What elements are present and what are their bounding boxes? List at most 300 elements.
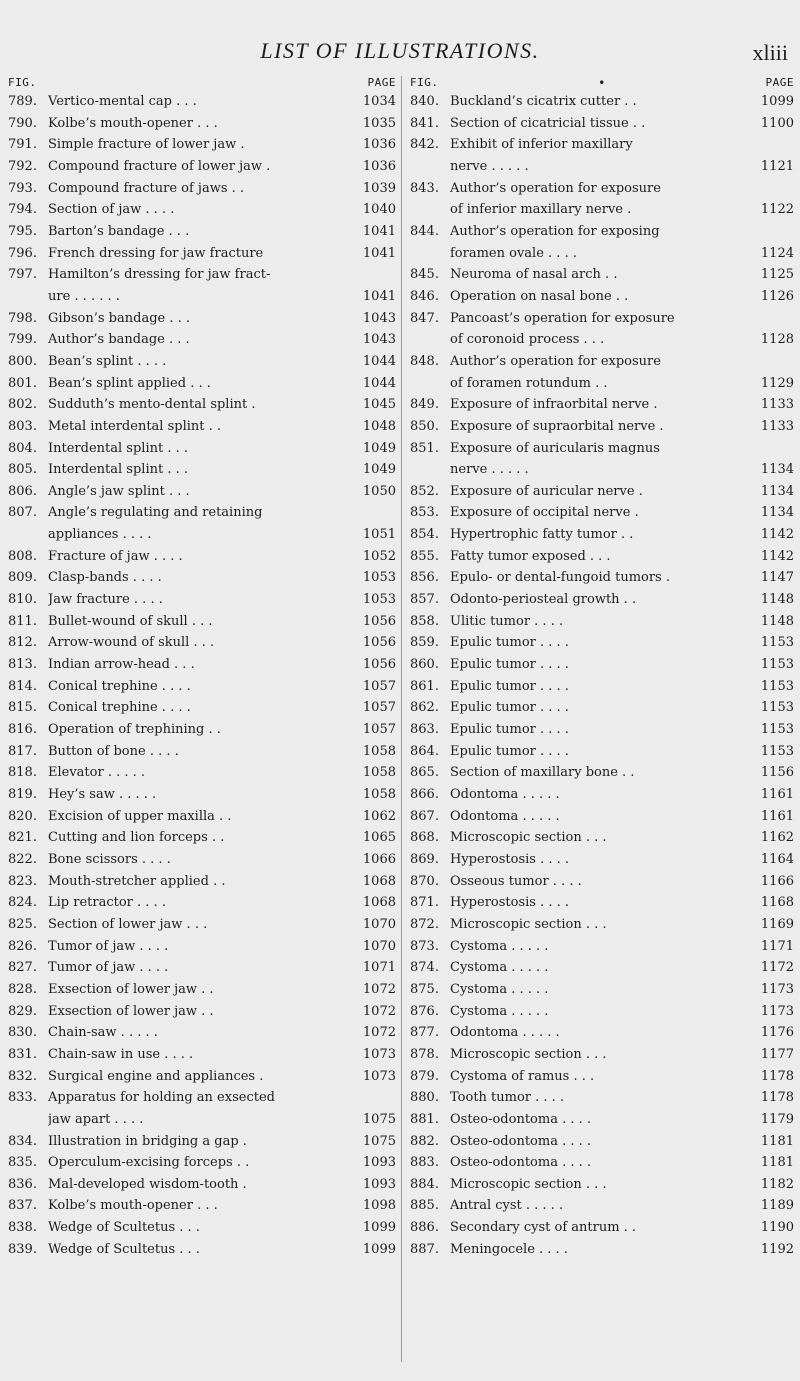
figure-number: 838. <box>8 1220 37 1236</box>
page-reference: 1189 <box>760 1198 794 1214</box>
list-item <box>410 1109 794 1131</box>
figure-title: Exsection of lower jaw . . <box>48 981 214 997</box>
figure-number: 837. <box>8 1198 37 1214</box>
figure-title: Author’s bandage . . . <box>48 332 190 348</box>
page-reference: 1048 <box>362 418 396 434</box>
figure-title: Metal interdental splint . . <box>48 418 222 434</box>
figure-title: Antral cyst . . . . . <box>450 1198 564 1214</box>
list-item <box>8 979 396 1001</box>
list-item <box>8 459 396 481</box>
figure-number: 821. <box>8 830 37 846</box>
figure-number: 859. <box>410 635 439 651</box>
page-reference: 1093 <box>362 1176 396 1192</box>
page-reference: 1044 <box>362 375 396 391</box>
figure-title: Exposure of occipital nerve . <box>450 505 639 521</box>
list-item <box>410 1217 794 1239</box>
figure-number: 866. <box>410 787 439 802</box>
list-item <box>410 806 794 828</box>
figure-number: 820. <box>8 808 37 824</box>
figure-title: Hey’s saw . . . . . <box>48 787 157 802</box>
figure-title: Wedge of Scultetus . . . <box>48 1241 200 1257</box>
figure-title: Sudduth’s mento-dental splint . <box>48 397 256 413</box>
page-reference: 1133 <box>760 397 794 413</box>
page-reference: 1072 <box>362 981 396 997</box>
figure-number: 880. <box>410 1090 439 1106</box>
page-reference: 1051 <box>362 527 396 543</box>
page-reference: 1072 <box>362 1003 396 1019</box>
figure-title: Chain-saw . . . . . <box>48 1025 158 1041</box>
figure-title: Author’s operation for exposing <box>450 223 660 239</box>
figure-number: 863. <box>410 722 439 738</box>
figure-number: 856. <box>410 570 439 586</box>
figure-number: 833. <box>8 1090 37 1106</box>
list-item <box>410 849 794 871</box>
page-reference: 1052 <box>362 548 396 564</box>
figure-title: Exposure of auricular nerve . <box>450 483 643 499</box>
page-reference: 1065 <box>362 830 396 846</box>
figure-title: Hyperostosis . . . . <box>450 895 570 911</box>
left-column <box>8 75 396 1260</box>
page-reference: 1053 <box>362 570 396 586</box>
list-item <box>8 589 396 611</box>
figure-number: 885. <box>410 1198 439 1214</box>
figure-title: Operation on nasal bone . . <box>450 288 629 304</box>
page-reference: 1161 <box>760 808 794 824</box>
page-reference: 1124 <box>760 245 794 261</box>
figure-title: Angle’s regulating and retaining <box>48 505 263 521</box>
page-reference: 1056 <box>362 635 396 651</box>
list-item <box>8 156 396 178</box>
figure-title: Compound fracture of jaws . . <box>48 180 245 196</box>
figure-title: Section of jaw . . . . <box>48 202 175 218</box>
page-reference: 1134 <box>760 483 794 499</box>
page-reference: 1142 <box>760 548 794 564</box>
page-reference: 1168 <box>760 895 794 911</box>
figure-title: French dressing for jaw fracture <box>48 245 264 261</box>
page-reference: 1129 <box>760 375 794 391</box>
figure-title: Chain-saw in use . . . . <box>48 1046 194 1062</box>
list-item <box>410 1239 794 1261</box>
page-reference: 1177 <box>760 1046 794 1062</box>
figure-title: Tumor of jaw . . . . <box>48 960 169 976</box>
page-reference: 1142 <box>760 527 794 543</box>
figure-number: 818. <box>8 765 37 781</box>
figure-title: jaw apart . . . . <box>48 1111 144 1127</box>
figure-title: Cystoma . . . . . <box>450 981 549 997</box>
figure-title: Bullet-wound of skull . . . <box>48 613 213 629</box>
page-reference: 1058 <box>362 787 396 802</box>
figure-title: Section of cicatricial tissue . . <box>450 115 646 131</box>
page-reference: 1182 <box>760 1176 794 1192</box>
list-item <box>8 697 396 719</box>
figure-title: Conical trephine . . . . <box>48 700 191 716</box>
figure-title: Compound fracture of lower jaw . <box>48 158 271 174</box>
page-reference: 1034 <box>362 94 396 109</box>
list-item <box>8 1044 396 1066</box>
figure-number: 876. <box>410 1003 439 1019</box>
list-item <box>410 784 794 806</box>
page-reference: 1072 <box>362 1025 396 1041</box>
figure-title: Microscopic section . . . <box>450 830 607 846</box>
page-reference: 1057 <box>362 700 396 716</box>
bullet-mark: • <box>598 76 606 90</box>
list-item <box>410 1152 794 1174</box>
list-item <box>410 892 794 914</box>
figure-number: 811. <box>8 613 37 629</box>
figure-title: Exposure of infraorbital nerve . <box>450 397 658 413</box>
figure-title: Barton’s bandage . . . <box>48 223 190 239</box>
figure-title: Epulic tumor . . . . <box>450 635 569 651</box>
figure-title: Elevator . . . . . <box>48 765 146 781</box>
figure-number: 882. <box>410 1133 439 1149</box>
list-item <box>410 199 794 221</box>
page-reference: 1058 <box>362 743 396 759</box>
list-item <box>410 416 794 438</box>
figure-number: 868. <box>410 830 439 846</box>
list-item <box>410 113 794 135</box>
page-reference: 1099 <box>760 94 794 109</box>
figure-title: Cystoma . . . . . <box>450 960 549 976</box>
list-item <box>8 762 396 784</box>
page-reference: 1036 <box>362 137 396 153</box>
figure-number: 790. <box>8 115 37 131</box>
page-reference: 1181 <box>760 1133 794 1149</box>
page-reference: 1053 <box>362 592 396 608</box>
list-item <box>8 264 396 286</box>
figure-title: Cystoma . . . . . <box>450 1003 549 1019</box>
list-item <box>8 892 396 914</box>
figure-number: 801. <box>8 375 37 391</box>
page-reference: 1153 <box>760 657 794 673</box>
list-item <box>8 936 396 958</box>
list-item <box>410 676 794 698</box>
figure-title: nerve . . . . . <box>450 462 529 478</box>
figure-number: 857. <box>410 592 439 608</box>
page-reference: 1172 <box>760 960 794 976</box>
figure-title: Epulic tumor . . . . <box>450 678 569 694</box>
page-reference: 1098 <box>362 1198 396 1214</box>
figure-number: 815. <box>8 700 37 716</box>
page-reference: 1041 <box>362 245 396 261</box>
figure-number: 840. <box>410 94 439 109</box>
figure-title: Cystoma . . . . . <box>450 938 549 954</box>
list-item <box>410 589 794 611</box>
page-reference: 1148 <box>760 592 794 608</box>
figure-number: 881. <box>410 1111 439 1127</box>
figure-title: Simple fracture of lower jaw . <box>48 137 245 153</box>
list-item <box>410 351 794 373</box>
figure-title: Osteo-odontoma . . . . <box>450 1155 592 1171</box>
figure-title: Neuroma of nasal arch . . <box>450 267 618 283</box>
page-reference: 1156 <box>760 765 794 781</box>
figure-number: 803. <box>8 418 37 434</box>
figure-number: 824. <box>8 895 37 911</box>
page-reference: 1134 <box>760 462 794 478</box>
figure-title: of coronoid process . . . <box>450 332 605 348</box>
figure-number: 886. <box>410 1220 439 1236</box>
figure-number: 878. <box>410 1046 439 1062</box>
list-item <box>8 394 396 416</box>
figure-title: Fatty tumor exposed . . . <box>450 548 611 564</box>
list-item <box>410 264 794 286</box>
list-item <box>8 957 396 979</box>
figure-number: 804. <box>8 440 37 456</box>
figure-title: Epulic tumor . . . . <box>450 743 569 759</box>
page-reference: 1057 <box>362 722 396 738</box>
figure-number: 796. <box>8 245 37 261</box>
figure-title: Exhibit of inferior maxillary <box>450 137 633 153</box>
list-item <box>410 221 794 243</box>
figure-title: Vertico-mental cap . . . <box>48 94 197 109</box>
list-item <box>410 1022 794 1044</box>
figure-title: Operculum-excising forceps . . <box>48 1155 250 1171</box>
page-reference: 1041 <box>362 288 396 304</box>
figure-number: 867. <box>410 808 439 824</box>
list-item <box>8 914 396 936</box>
list-item <box>410 308 794 330</box>
figure-number: 844. <box>410 223 439 239</box>
list-item <box>8 524 396 546</box>
figure-title: Interdental splint . . . <box>48 440 188 456</box>
right-entry-list <box>410 91 794 1260</box>
figure-title: Excision of upper maxilla . . <box>48 808 232 824</box>
page-reference: 1036 <box>362 158 396 174</box>
figure-title: Exposure of auricularis magnus <box>450 440 660 456</box>
page-reference: 1190 <box>760 1220 794 1236</box>
figure-title: Jaw fracture . . . . <box>48 592 163 608</box>
figure-title: Interdental splint . . . <box>48 462 188 478</box>
figure-title: Meningocele . . . . <box>450 1241 568 1257</box>
figure-title: Author’s operation for exposure <box>450 180 661 196</box>
list-item <box>8 632 396 654</box>
page-reference: 1093 <box>362 1155 396 1171</box>
page-reference: 1039 <box>362 180 396 196</box>
figure-title: appliances . . . . <box>48 527 152 543</box>
page-reference: 1169 <box>760 916 794 932</box>
figure-number: 842. <box>410 137 439 153</box>
list-item <box>8 286 396 308</box>
figure-title: Surgical engine and appliances . <box>48 1068 264 1084</box>
list-item <box>8 611 396 633</box>
list-item <box>410 871 794 893</box>
page-reference: 1192 <box>760 1241 794 1257</box>
list-item <box>410 611 794 633</box>
list-item <box>410 502 794 524</box>
list-item <box>410 1066 794 1088</box>
list-item <box>8 502 396 524</box>
figure-number: 872. <box>410 916 439 932</box>
list-item <box>8 1217 396 1239</box>
page-reference: 1066 <box>362 851 396 867</box>
list-item <box>8 784 396 806</box>
page-reference: 1050 <box>362 483 396 499</box>
figure-title: Mouth-stretcher applied . . <box>48 873 226 889</box>
figure-title: Epulic tumor . . . . <box>450 722 569 738</box>
figure-number: 810. <box>8 592 37 608</box>
list-item <box>8 1022 396 1044</box>
figure-title: Fracture of jaw . . . . <box>48 548 183 564</box>
list-item <box>8 243 396 265</box>
page-reference: 1126 <box>760 288 794 304</box>
left-column-header <box>8 75 396 91</box>
figure-number: 862. <box>410 700 439 716</box>
list-item <box>410 741 794 763</box>
figure-number: 819. <box>8 787 37 802</box>
figure-number: 875. <box>410 981 439 997</box>
figure-number: 793. <box>8 180 37 196</box>
list-item <box>8 134 396 156</box>
list-item <box>8 741 396 763</box>
figure-number: 858. <box>410 613 439 629</box>
list-item <box>410 697 794 719</box>
figure-number: 822. <box>8 851 37 867</box>
page-reference: 1099 <box>362 1220 396 1236</box>
page-reference: 1043 <box>362 332 396 348</box>
figure-title: Kolbe’s mouth-opener . . . <box>48 1198 218 1214</box>
list-item <box>8 871 396 893</box>
list-item <box>410 91 794 113</box>
list-item <box>8 1087 396 1109</box>
right-column-header <box>410 75 794 91</box>
figure-number: 854. <box>410 527 439 543</box>
page-reference: 1062 <box>362 808 396 824</box>
figure-number: 879. <box>410 1068 439 1084</box>
figure-number: 800. <box>8 353 37 369</box>
page-reference: 1147 <box>760 570 794 586</box>
list-item <box>410 979 794 1001</box>
figure-title: Clasp-bands . . . . <box>48 570 162 586</box>
list-item <box>410 459 794 481</box>
figure-title: Mal-developed wisdom-tooth . <box>48 1176 247 1192</box>
figure-number: 871. <box>410 895 439 911</box>
list-item <box>8 438 396 460</box>
list-item <box>8 546 396 568</box>
list-item <box>410 1044 794 1066</box>
list-item <box>410 394 794 416</box>
figure-title: Osseous tumor . . . . <box>450 873 582 889</box>
page-reference: 1070 <box>362 938 396 954</box>
page-reference: 1073 <box>362 1046 396 1062</box>
list-item <box>410 567 794 589</box>
list-item <box>8 849 396 871</box>
figure-title: Button of bone . . . . <box>48 743 179 759</box>
page-reference: 1043 <box>362 310 396 326</box>
page-reference: 1049 <box>362 462 396 478</box>
page-reference: 1153 <box>760 722 794 738</box>
page-reference: 1075 <box>362 1133 396 1149</box>
page-heading: PAGE <box>765 76 794 89</box>
list-item <box>410 1087 794 1109</box>
left-entry-list <box>8 91 396 1260</box>
figure-title: Epulic tumor . . . . <box>450 700 569 716</box>
list-item <box>410 243 794 265</box>
figure-title: Osteo-odontoma . . . . <box>450 1111 592 1127</box>
figure-number: 865. <box>410 765 439 781</box>
figure-number: 839. <box>8 1241 37 1257</box>
list-item <box>8 373 396 395</box>
page-reference: 1099 <box>362 1241 396 1257</box>
figure-number: 798. <box>8 310 37 326</box>
list-item <box>410 632 794 654</box>
figure-title: Author’s operation for exposure <box>450 353 661 369</box>
figure-number: 823. <box>8 873 37 889</box>
page-reference: 1045 <box>362 397 396 413</box>
list-item <box>8 1131 396 1153</box>
list-item <box>8 1109 396 1131</box>
figure-title: of foramen rotundum . . <box>450 375 608 391</box>
figure-title: Odontoma . . . . . <box>450 787 560 802</box>
list-item <box>410 654 794 676</box>
figure-title: Hypertrophic fatty tumor . . <box>450 527 634 543</box>
list-item <box>8 567 396 589</box>
figure-title: Microscopic section . . . <box>450 1046 607 1062</box>
figure-title: ure . . . . . . <box>48 288 120 304</box>
figure-number: 847. <box>410 310 439 326</box>
list-item <box>8 1066 396 1088</box>
figure-number: 807. <box>8 505 37 521</box>
figure-number: 809. <box>8 570 37 586</box>
figure-title: Buckland’s cicatrix cutter . . <box>450 94 637 109</box>
page-reference: 1164 <box>760 851 794 867</box>
list-item <box>8 113 396 135</box>
figure-title: foramen ovale . . . . <box>450 245 577 261</box>
figure-title: Apparatus for holding an exsected <box>48 1090 275 1106</box>
figure-title: Epulic tumor . . . . <box>450 657 569 673</box>
figure-number: 814. <box>8 678 37 694</box>
list-item <box>8 1239 396 1261</box>
figure-title: Bean’s splint . . . . <box>48 353 167 369</box>
page-reference: 1178 <box>760 1090 794 1106</box>
page-reference: 1134 <box>760 505 794 521</box>
list-item <box>410 178 794 200</box>
figure-number: 852. <box>410 483 439 499</box>
page-reference: 1073 <box>362 1068 396 1084</box>
figure-number: 795. <box>8 223 37 239</box>
page-reference: 1153 <box>760 743 794 759</box>
figure-number: 861. <box>410 678 439 694</box>
list-item <box>8 676 396 698</box>
figure-title: Osteo-odontoma . . . . <box>450 1133 592 1149</box>
figure-title: Odontoma . . . . . <box>450 1025 560 1041</box>
figure-title: Cutting and lion forceps . . <box>48 830 225 846</box>
list-item <box>410 329 794 351</box>
figure-title: Conical trephine . . . . <box>48 678 191 694</box>
page-reference: 1148 <box>760 613 794 629</box>
page-reference: 1176 <box>760 1025 794 1041</box>
figure-number: 851. <box>410 440 439 456</box>
page-reference: 1181 <box>760 1155 794 1171</box>
figure-number: 816. <box>8 722 37 738</box>
figure-title: Hamilton’s dressing for jaw fract- <box>48 267 271 283</box>
figure-number: 827. <box>8 960 37 976</box>
fig-heading: FIG. <box>8 76 37 89</box>
page-reference: 1128 <box>760 332 794 348</box>
figure-number: 797. <box>8 267 37 283</box>
figure-title: Exposure of supraorbital nerve . <box>450 418 664 434</box>
page-reference: 1056 <box>362 657 396 673</box>
list-item <box>8 91 396 113</box>
list-item <box>8 221 396 243</box>
page-reference: 1162 <box>760 830 794 846</box>
figure-number: 808. <box>8 548 37 564</box>
figure-number: 850. <box>410 418 439 434</box>
figure-title: Hyperostosis . . . . <box>450 851 570 867</box>
list-item <box>8 806 396 828</box>
figure-number: 855. <box>410 548 439 564</box>
figure-title: Section of lower jaw . . . <box>48 916 208 932</box>
figure-number: 877. <box>410 1025 439 1041</box>
list-item <box>8 1152 396 1174</box>
